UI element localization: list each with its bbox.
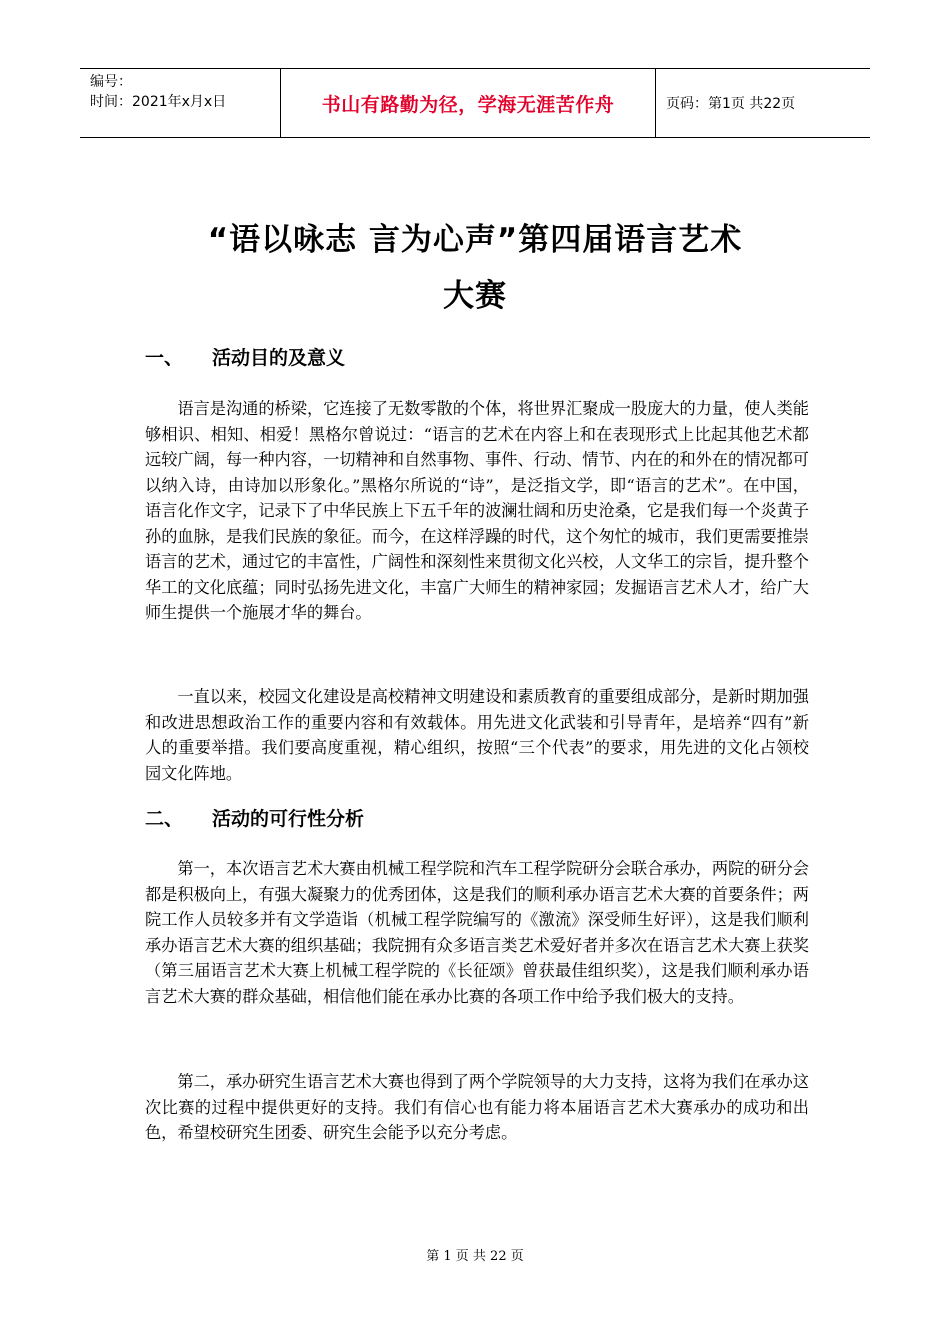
- document-date-label: 时间：2021年x月x日: [90, 94, 227, 110]
- header-motto: 书山有路勤为径，学海无涯苦作舟: [321, 93, 615, 116]
- section-heading-1: [145, 345, 345, 371]
- section-heading-2: [145, 806, 364, 832]
- section-title: 活动目的及意义: [212, 347, 346, 369]
- section-number: 二、: [145, 808, 184, 830]
- header-page-cell: [656, 69, 870, 137]
- paragraph-2-1: 第一，本次语言艺术大赛由机械工程学院和汽车工程学院研分会联合承办，两院的研分会都是积极向上，有强大凝聚力的优秀团体，这是我们的顺利承办语言艺术大赛的首要条件；两院工作人员较多并有文学造诣（机械工程学院编写的《激流》深受师生好评），这是我们顺利承办语言艺术大赛的组织基础；我院拥有众多语言类艺术爱好者并多次在语言艺术大赛上获奖（第三届语言艺术大赛上机械工程学院的《长征颂》曾获最佳组织奖），这是我们顺利承办语言艺术大赛的群众基础，相信他们能在承办比赛的各项工作中给予我们极大的支持。: [145, 859, 809, 1006]
- footer-page-number: 第 1 页 共 22 页: [426, 1249, 524, 1264]
- section-title: 活动的可行性分析: [212, 808, 365, 830]
- document-number-label: 编号：: [90, 74, 132, 90]
- document-header: [80, 68, 870, 138]
- header-meta-cell: [80, 69, 281, 137]
- title-line-1: “语以咏志 言为心声”第四届语言艺术: [207, 222, 743, 258]
- page-footer: [0, 1245, 950, 1264]
- document-title: [100, 212, 850, 324]
- paragraph-1-1: 语言是沟通的桥梁，它连接了无数零散的个体，将世界汇聚成一股庞大的力量，使人类能够相识、相知、相爱！黑格尔曾说过：“语言的艺术在内容上和在表现形式上比起其他艺术都远较广阔，每一种内容，一切精神和自然事物、事件、行动、情节、内在的和外在的情况都可以纳入诗，由诗加以形象化。”黑格尔所说的“诗”，是泛指文学，即“语言的艺术”。在中国，语言化作文字，记录下了中华民族上下五千年的波澜壮阔和历史沧桑，它是我们每一个炎黄子孙的血脉，是我们民族的象征。而今，在这样浮躁的时代，这个匆忙的城市，我们更需要推崇语言的艺术，通过它的丰富性，广阔性和深刻性来贯彻文化兴校，人文华工的宗旨，提升整个华工的文化底蕴；同时弘扬先进文化，丰富广大师生的精神家园；发掘语言艺术人才，给广大师生提供一个施展才华的舞台。: [145, 399, 809, 622]
- paragraph-2-2: 第二，承办研究生语言艺术大赛也得到了两个学院领导的大力支持，这将为我们在承办这次比赛的过程中提供更好的支持。我们有信心也有能力将本届语言艺术大赛承办的成功和出色，希望校研究生团委、研究生会能予以充分考虑。: [145, 1072, 809, 1142]
- header-page-label: 页码：第1页 共22页: [666, 96, 796, 112]
- paragraph-1-2: 一直以来，校园文化建设是高校精神文明建设和素质教育的重要组成部分，是新时期加强和改进思想政治工作的重要内容和有效载体。用先进文化武装和引导青年，是培养“四有”新人的重要举措。我们要高度重视，精心组织，按照“三个代表”的要求，用先进的文化占领校园文化阵地。: [145, 687, 809, 783]
- title-line-2: 大赛: [443, 278, 507, 314]
- header-motto-cell: [281, 69, 656, 137]
- section-number: 一、: [145, 347, 184, 369]
